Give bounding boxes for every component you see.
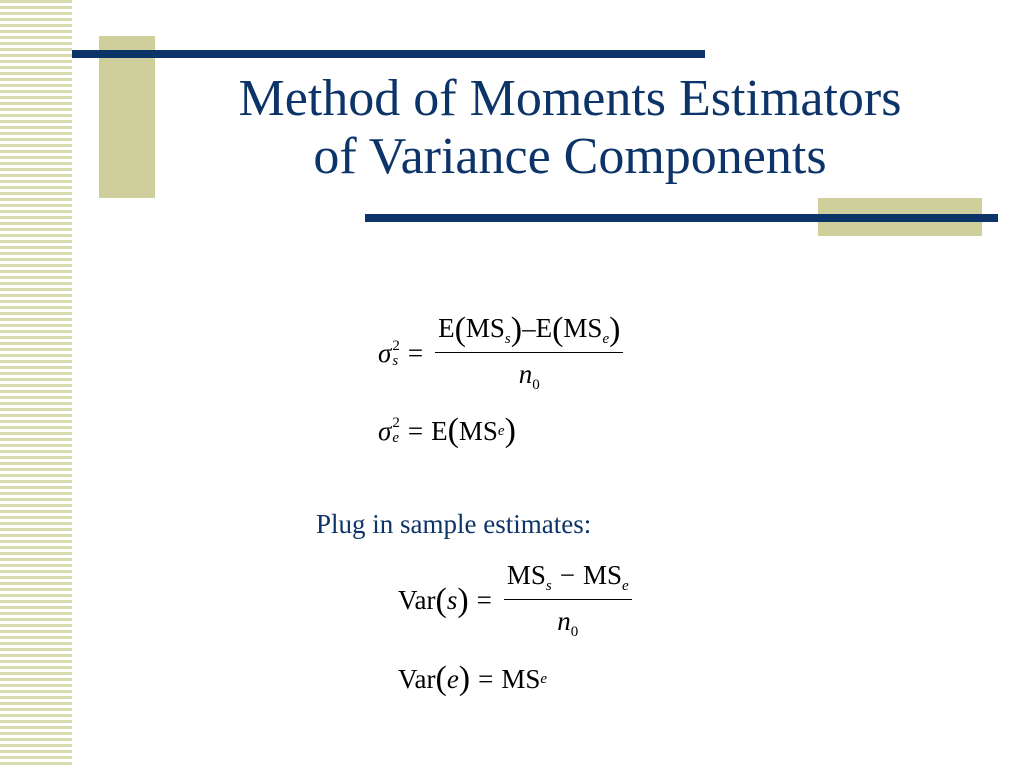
subscript: s bbox=[545, 578, 552, 594]
subscript: e bbox=[602, 331, 610, 347]
subscript: e bbox=[392, 430, 399, 446]
plug-in-caption: Plug in sample estimates: bbox=[316, 509, 592, 539]
expectation-operator: E bbox=[438, 313, 455, 343]
fraction-numerator bbox=[504, 560, 632, 600]
paren-open: ( bbox=[552, 311, 564, 348]
paren-open: ( bbox=[454, 311, 466, 348]
mean-square-label: MS bbox=[583, 560, 623, 590]
equation-sigma-e-squared bbox=[378, 414, 516, 448]
paren-close: ) bbox=[457, 581, 469, 619]
equation-var-e bbox=[398, 662, 547, 696]
decor-block-top-left bbox=[99, 36, 155, 198]
paren-close: ) bbox=[458, 660, 471, 697]
sup-sub-stack bbox=[392, 416, 400, 446]
striped-side-decoration bbox=[0, 0, 72, 768]
minus-sign: − bbox=[559, 560, 575, 590]
paren-close: ) bbox=[609, 311, 621, 348]
subscript: e bbox=[540, 670, 548, 687]
mean-square-label: MS bbox=[563, 313, 603, 343]
slide-title-line-1: Method of Moments Estimators bbox=[238, 70, 902, 127]
sigma-symbol: σ bbox=[378, 415, 392, 446]
mean-square-label: MS bbox=[458, 415, 498, 446]
equals-sign: = bbox=[478, 663, 494, 694]
equation-var-s bbox=[398, 560, 632, 641]
fraction bbox=[435, 313, 623, 394]
mean-square-label: MS bbox=[501, 663, 541, 694]
equation-sigma-s-squared bbox=[378, 313, 623, 394]
expectation-operator: E bbox=[431, 415, 448, 446]
subscript: e bbox=[622, 578, 629, 594]
subscript: 0 bbox=[570, 624, 579, 640]
n-symbol: n bbox=[557, 606, 571, 636]
fraction bbox=[504, 560, 632, 641]
paren-close: ) bbox=[504, 412, 516, 449]
equals-sign: = bbox=[476, 585, 492, 615]
argument: e bbox=[446, 663, 459, 694]
equals-sign: = bbox=[407, 338, 424, 368]
subscript: e bbox=[497, 422, 505, 439]
fraction-denominator bbox=[557, 600, 578, 641]
mean-square-label: MS bbox=[465, 313, 505, 343]
paren-open: ( bbox=[435, 581, 447, 619]
paren-open: ( bbox=[435, 660, 447, 697]
superscript: 2 bbox=[392, 337, 400, 354]
paren-open: ( bbox=[447, 412, 459, 449]
slide-title bbox=[150, 70, 990, 186]
accent-bar-top bbox=[72, 50, 705, 58]
slide-title-line-2: of Variance Components bbox=[313, 128, 827, 185]
subscript: s bbox=[392, 352, 399, 369]
subscript: 0 bbox=[532, 377, 540, 393]
mean-square-label: MS bbox=[506, 560, 546, 590]
argument: s bbox=[446, 585, 458, 615]
expectation-operator: E bbox=[535, 313, 553, 343]
var-label: Var bbox=[398, 663, 436, 694]
minus-sign: – bbox=[522, 313, 536, 343]
subscript: s bbox=[504, 331, 511, 347]
fraction-numerator bbox=[435, 313, 623, 353]
n-symbol: n bbox=[518, 359, 533, 389]
superscript: 2 bbox=[392, 415, 400, 431]
paren-close: ) bbox=[510, 311, 523, 348]
fraction-denominator bbox=[519, 353, 540, 394]
var-label: Var bbox=[398, 585, 436, 615]
sup-sub-stack bbox=[392, 339, 400, 369]
accent-bar-bottom bbox=[365, 214, 998, 222]
sigma-symbol: σ bbox=[378, 338, 392, 368]
equals-sign: = bbox=[407, 415, 424, 446]
